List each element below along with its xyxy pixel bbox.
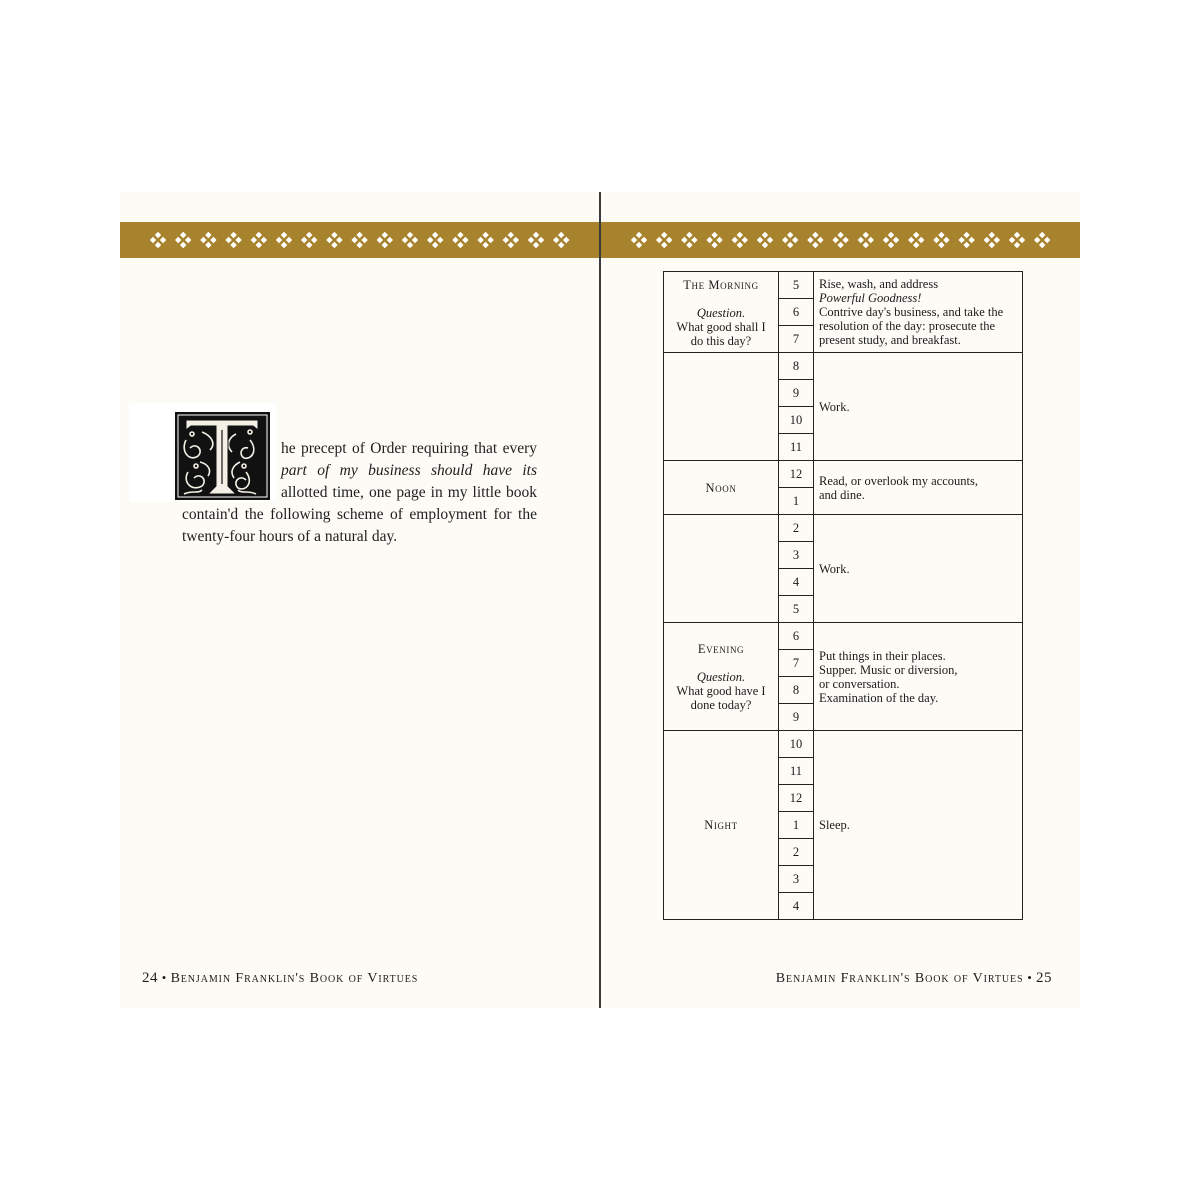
schedule-table xyxy=(663,271,1023,920)
diamond-cluster-icon xyxy=(402,232,418,248)
diamond-cluster-icon xyxy=(933,232,949,248)
page-number-left: 24 xyxy=(142,970,158,986)
hour-cell: 2 xyxy=(779,515,814,542)
table-row xyxy=(664,515,1023,542)
period-work-afternoon xyxy=(664,515,779,623)
diamond-cluster-icon xyxy=(858,232,874,248)
left-page xyxy=(120,192,600,1008)
period-work-morning xyxy=(664,353,779,461)
table-row xyxy=(664,731,1023,758)
table-row xyxy=(664,461,1023,488)
hour-cell: 6 xyxy=(779,623,814,650)
period-label: Night xyxy=(704,818,738,832)
book-title-right: Benjamin Franklin's Book of Virtues xyxy=(775,971,1024,986)
hour-cell: 9 xyxy=(779,704,814,731)
paragraph-line-2: part of my business should have its xyxy=(281,462,537,479)
diamond-cluster-icon xyxy=(503,232,519,248)
hour-cell: 10 xyxy=(779,731,814,758)
activity-line: Examination of the day. xyxy=(819,690,939,705)
hour-cell: 8 xyxy=(779,677,814,704)
book-title-left: Benjamin Franklin's Book of Virtues xyxy=(170,971,419,986)
diamond-cluster-icon xyxy=(631,232,647,248)
diamond-cluster-icon xyxy=(225,232,241,248)
diamond-cluster-icon xyxy=(553,232,569,248)
activity-morning xyxy=(814,272,1023,353)
diamond-cluster-icon xyxy=(120,222,600,258)
diamond-cluster-icon xyxy=(251,232,267,248)
diamond-cluster-icon xyxy=(351,232,367,248)
period-morning xyxy=(664,272,779,353)
hour-cell: 6 xyxy=(779,299,814,326)
diamond-cluster-icon xyxy=(883,232,899,248)
question-line: What good shall I xyxy=(676,320,766,334)
diamond-cluster-icon xyxy=(326,232,342,248)
period-night xyxy=(664,731,779,920)
diamond-cluster-icon xyxy=(377,232,393,248)
paragraph-line-1: he precept of Order requiring that every xyxy=(281,440,537,457)
activity-noon xyxy=(814,461,1023,515)
diamond-cluster-icon xyxy=(150,232,166,248)
table-row xyxy=(664,623,1023,650)
hour-cell: 10 xyxy=(779,407,814,434)
activity-line: Rise, wash, and address xyxy=(819,277,939,291)
hour-cell: 1 xyxy=(779,488,814,515)
question-label: Question. xyxy=(696,669,746,684)
hour-cell: 7 xyxy=(779,326,814,353)
hour-cell: 9 xyxy=(779,380,814,407)
diamond-cluster-icon xyxy=(528,232,544,248)
activity-line: Powerful Goodness! xyxy=(819,291,922,305)
question-line: do this day? xyxy=(690,334,752,348)
diamond-cluster-icon xyxy=(757,232,773,248)
diamond-cluster-icon xyxy=(681,232,697,248)
activity-evening xyxy=(814,623,1023,731)
hour-cell: 3 xyxy=(779,542,814,569)
hour-cell: 1 xyxy=(779,812,814,839)
diamond-cluster-icon xyxy=(706,232,722,248)
diamond-cluster-icon xyxy=(832,232,848,248)
hour-cell: 3 xyxy=(779,866,814,893)
hour-cell: 4 xyxy=(779,893,814,920)
footer-left xyxy=(142,970,418,987)
activity-line: Read, or overlook my accounts, xyxy=(819,473,978,488)
hour-cell: 7 xyxy=(779,650,814,677)
hour-cell: 4 xyxy=(779,569,814,596)
table-row xyxy=(664,353,1023,380)
question-line: done today? xyxy=(690,697,752,712)
period-label: Noon xyxy=(705,480,737,495)
hour-cell: 8 xyxy=(779,353,814,380)
diamond-cluster-icon xyxy=(1009,232,1025,248)
ornament-band-right xyxy=(601,222,1080,258)
drop-cap xyxy=(129,403,276,502)
diamond-cluster-icon xyxy=(200,232,216,248)
ornament-band-left xyxy=(120,222,600,258)
paragraph-line-3: allotted time, one page in my little book xyxy=(281,484,537,501)
diamond-cluster-icon xyxy=(1034,232,1050,248)
page-number-right: 25 xyxy=(1036,970,1052,986)
ornamental-letter-icon xyxy=(172,410,276,502)
diamond-cluster-icon xyxy=(477,232,493,248)
activity-work-afternoon: Work. xyxy=(814,515,1023,623)
period-label: The Morning xyxy=(683,278,759,292)
hour-cell: 11 xyxy=(779,434,814,461)
hour-cell: 12 xyxy=(779,461,814,488)
activity-line: Put things in their places. xyxy=(819,648,946,663)
right-page xyxy=(601,192,1080,1008)
hour-cell: 2 xyxy=(779,839,814,866)
footer-bullet-right: • xyxy=(1027,970,1033,985)
activity-line: and dine. xyxy=(819,487,865,502)
diamond-cluster-icon xyxy=(656,232,672,248)
hour-cell: 5 xyxy=(779,596,814,623)
diamond-cluster-icon xyxy=(276,232,292,248)
question-label: Question. xyxy=(696,306,746,320)
activity-line: Supper. Music or diversion, xyxy=(819,662,958,677)
activity-line: present study, and breakfast. xyxy=(819,333,961,347)
activity-line: Contrive day's business, and take the xyxy=(819,305,1004,319)
activity-line: or conversation. xyxy=(819,676,900,691)
diamond-cluster-icon xyxy=(732,232,748,248)
period-evening xyxy=(664,623,779,731)
diamond-cluster-icon xyxy=(958,232,974,248)
footer-right xyxy=(776,970,1052,987)
diamond-cluster-icon xyxy=(175,232,191,248)
footer-bullet-left: • xyxy=(161,970,167,985)
question-line: What good have I xyxy=(676,683,766,698)
diamond-cluster-icon xyxy=(427,232,443,248)
diamond-cluster-icon xyxy=(782,232,798,248)
diamond-cluster-icon xyxy=(984,232,1000,248)
period-noon xyxy=(664,461,779,515)
paragraph-line-5: twenty-four hours of a natural day. xyxy=(182,528,398,545)
diamond-cluster-icon xyxy=(601,222,1080,258)
hour-cell: 12 xyxy=(779,785,814,812)
activity-line: resolution of the day: prosecute the xyxy=(819,319,995,333)
hour-cell: 11 xyxy=(779,758,814,785)
activity-night: Sleep. xyxy=(814,731,1023,920)
diamond-cluster-icon xyxy=(908,232,924,248)
hour-cell: 5 xyxy=(779,272,814,299)
activity-work-morning: Work. xyxy=(814,353,1023,461)
diamond-cluster-icon xyxy=(452,232,468,248)
period-label: Evening xyxy=(697,641,745,656)
paragraph-line-4: contain'd the following scheme of employment for the xyxy=(182,506,537,523)
diamond-cluster-icon xyxy=(301,232,317,248)
table-row xyxy=(664,272,1023,299)
diamond-cluster-icon xyxy=(807,232,823,248)
